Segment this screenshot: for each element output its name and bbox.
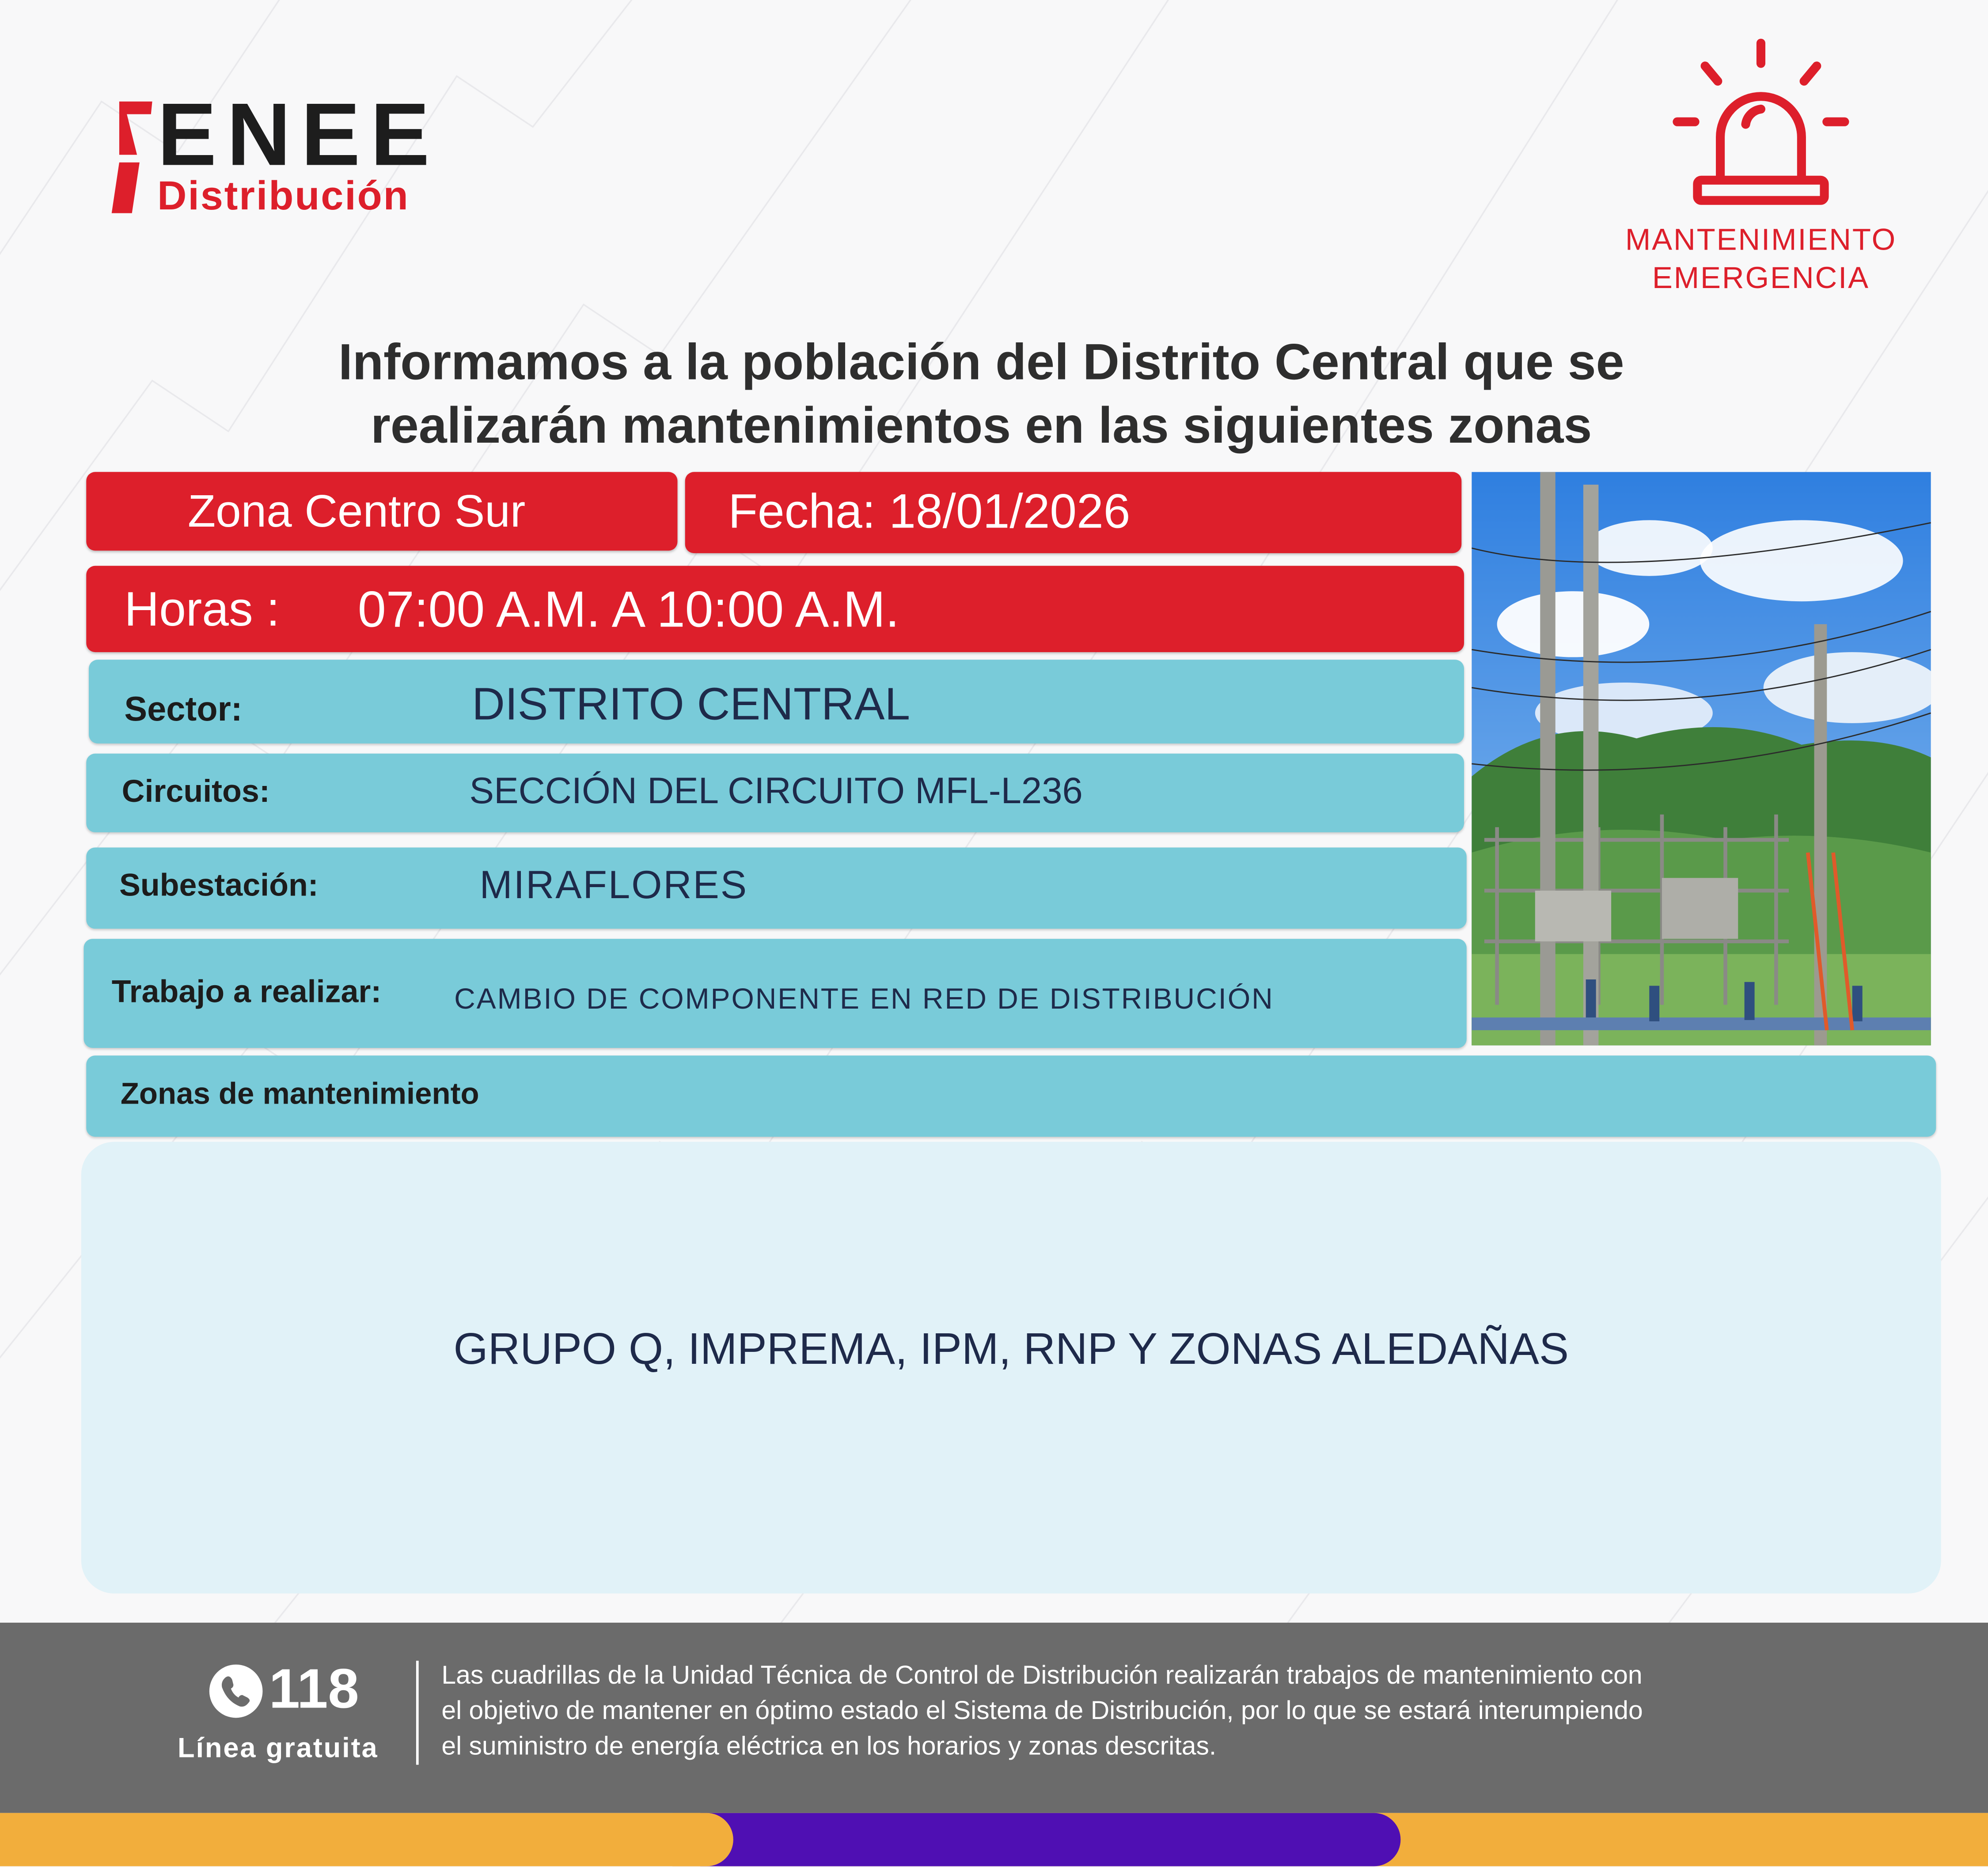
hours-value: 07:00 A.M. A 10:00 A.M. [357,582,899,638]
work-row [84,939,1467,1048]
enee-brand: ENEE [157,85,440,184]
date-box [685,472,1461,553]
sector-label: Sector: [124,690,243,729]
circuits-row [86,754,1464,832]
sector-value: DISTRITO CENTRAL [472,677,911,730]
footer-note-line1: Las cuadrillas de la Unidad Técnica de Control de Distribución realizarán trabajos de mantenimiento con [441,1661,1643,1690]
siren-icon [1665,35,1858,213]
footer-divider [416,1661,419,1765]
substation-label: Subestación: [119,868,319,903]
substation-row [86,847,1466,929]
headline-line2: realizarán mantenimientos en las siguientes zonas [371,398,1592,455]
zones-label: Zonas de mantenimiento [120,1077,479,1112]
hours-label: Horas : [124,583,280,637]
footer-note-line2: el objetivo de mantener en óptimo estado el Sistema de Distribución, por lo que se estará interumpiendo [441,1696,1643,1726]
zone-text: Zona Centro Sur [188,485,526,537]
badge-line1: MANTENIMIENTO [1625,223,1897,258]
zones-header [86,1055,1936,1137]
substation-photo [1472,472,1931,1045]
headline-line1: Informamos a la población del Distrito Central que se [338,335,1624,391]
phone-number: 118 [269,1658,359,1721]
sector-row [89,660,1464,744]
footer-note-line3: el suministro de energía eléctrica en los horarios y zonas descritas. [441,1731,1217,1761]
zones-value: GRUPO Q, IMPREMA, IPM, RNP Y ZONAS ALEDAÑAS [453,1324,1569,1374]
enee-subtitle: Distribución [157,172,410,218]
enee-logo-mark [109,99,160,216]
footer [0,1623,1988,1813]
bottom-stripe-orange-cap [672,1813,733,1867]
hours-box [86,566,1464,652]
zones-panel [81,1142,1941,1594]
phone-label: Línea gratuita [178,1731,379,1764]
zone-box [86,472,677,550]
work-label: Trabajo a realizar: [111,974,382,1010]
bottom-stripe-purple [700,1813,1400,1867]
date-text: Fecha: 18/01/2026 [728,486,1131,539]
work-value: CAMBIO DE COMPONENTE EN RED DE DISTRIBUCIÓN [454,982,1274,1015]
substation-value: MIRAFLORES [479,862,748,907]
circuits-value: SECCIÓN DEL CIRCUITO MFL-L236 [469,771,1083,812]
circuits-label: Circuitos: [121,774,270,810]
phone-icon [208,1663,264,1719]
badge-line2: EMERGENCIA [1652,261,1870,296]
